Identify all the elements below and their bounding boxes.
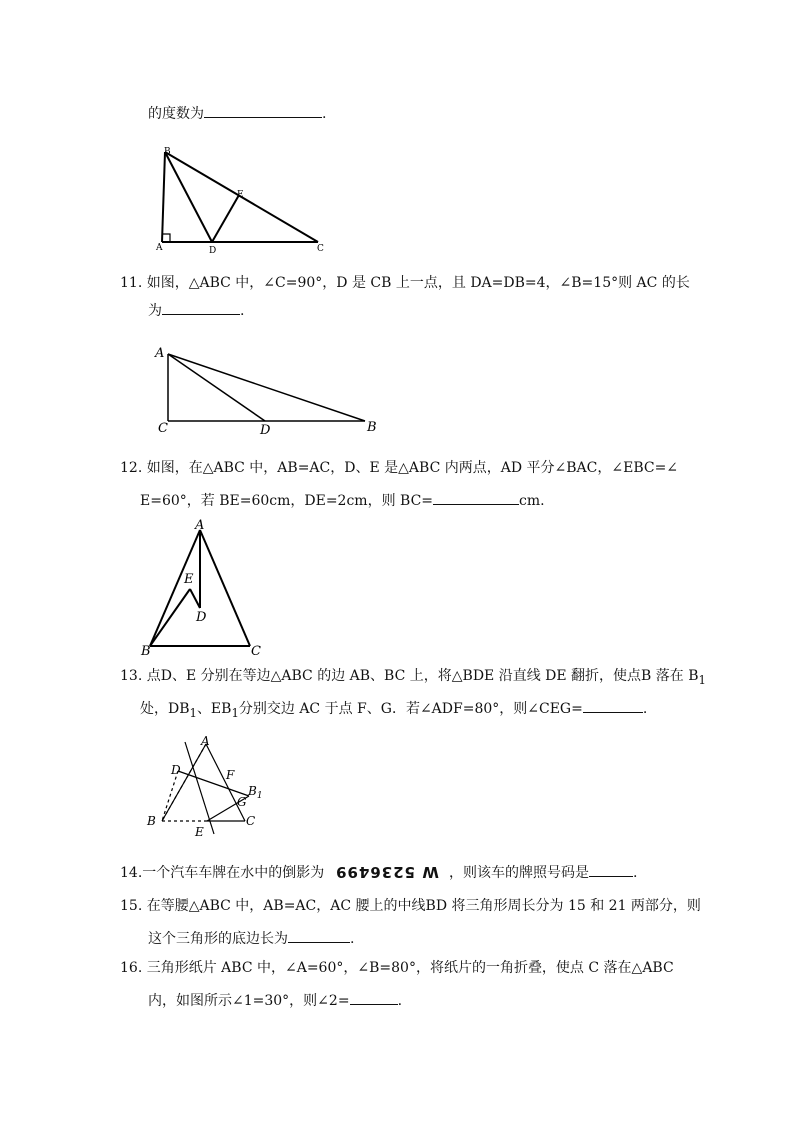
q11-line1 <box>120 273 690 293</box>
label-E: E <box>195 825 204 839</box>
label-A: A <box>195 518 205 533</box>
license-plate-reflection: W 5236499 <box>334 863 439 881</box>
q11-figure <box>150 342 390 437</box>
period: . <box>350 931 355 947</box>
q10-tail-text: 的度数为 <box>148 106 204 122</box>
q10-tail-line <box>148 103 326 124</box>
q13-text-2: 处，DB <box>140 701 190 717</box>
label-B: B <box>147 814 156 828</box>
q16-line1 <box>120 958 674 978</box>
q12-text-2: E=60°，若 BE=60cm，DE=2cm，则 BC= <box>140 493 434 509</box>
q16-line2 <box>148 990 402 1011</box>
label-A: A <box>155 346 165 361</box>
q13-line1 <box>120 666 706 690</box>
label-D: D <box>209 246 217 256</box>
question-number: 12. <box>120 460 143 476</box>
q13-figure <box>145 732 275 842</box>
question-number: 15. <box>120 898 143 914</box>
q11-line2 <box>148 300 244 321</box>
label-E: E <box>237 190 244 200</box>
q13-text-4: 分别交边 AC 于点 F、G．若∠ADF=80°，则∠CEG= <box>238 701 583 717</box>
q14-text: 一个汽车车牌在水中的倒影为 <box>142 865 325 881</box>
label-B: B <box>367 420 377 435</box>
q12-line1 <box>120 458 678 478</box>
subscript: 1 <box>189 705 197 720</box>
period: . <box>633 865 638 881</box>
period: . <box>322 106 327 122</box>
q13-line2 <box>140 698 647 723</box>
q11-text: 如图，△ABC 中，∠C=90°，D 是 CB 上一点，且 DA=DB=4，∠B=15°则 AC 的长 <box>146 275 690 291</box>
answer-blank <box>433 490 519 505</box>
question-number: 16. <box>120 960 143 976</box>
q11-text-2: 为 <box>148 303 162 319</box>
label-B: B <box>164 147 171 157</box>
q16-text: 三角形纸片 ABC 中，∠A=60°，∠B=80°，将纸片的一角折叠，使点 C 落在△ABC <box>146 960 674 976</box>
q13-text-3: 、EB <box>196 701 232 717</box>
label-C: C <box>251 644 261 659</box>
label-C: C <box>246 814 256 828</box>
answer-blank <box>350 990 398 1005</box>
label-C: C <box>158 421 168 436</box>
q15-text: 在等腰△ABC 中，AB=AC，AC 腰上的中线BD 将三角形周长分为 15 和 21 两部分，则 <box>146 898 701 914</box>
label-B1 <box>247 784 263 801</box>
label-G: G <box>237 795 247 809</box>
label-B: B <box>141 644 151 659</box>
label-D: D <box>196 610 207 625</box>
label-D: D <box>171 763 181 777</box>
question-number: 14. <box>120 865 143 881</box>
q10-figure <box>150 145 330 255</box>
q16-text-2: 内，如图所示∠1=30°，则∠2= <box>148 993 350 1009</box>
label-E: E <box>184 572 194 587</box>
label-B1-letter: B <box>248 784 257 798</box>
answer-blank <box>589 862 633 877</box>
question-number: 11. <box>120 275 143 291</box>
q14-text-2: ，则该车的牌照号码是 <box>449 865 589 881</box>
question-number: 13. <box>120 668 143 684</box>
label-F: F <box>226 768 235 782</box>
label-A: A <box>201 734 210 748</box>
q13-text: 点D、E 分别在等边△ABC 的边 AB、BC 上，将△BDE 沿直线 DE 翻折，使点B 落在 B <box>146 668 699 684</box>
q12-line2 <box>140 490 545 511</box>
q12-text: 如图，在△ABC 中，AB=AC，D、E 是△ABC 内两点，AD 平分∠BAC，∠EBC=∠ <box>146 460 679 476</box>
q12-text-3: cm. <box>519 493 545 509</box>
label-C: C <box>317 244 324 254</box>
q15-line1 <box>120 896 701 916</box>
label-B1-sub: 1 <box>256 791 263 801</box>
answer-blank <box>583 698 643 713</box>
label-A: A <box>156 243 163 253</box>
answer-blank <box>288 928 350 943</box>
period: . <box>642 701 648 717</box>
subscript: 1 <box>698 672 706 687</box>
answer-blank <box>162 300 240 315</box>
period: . <box>240 303 245 319</box>
q15-line2 <box>148 928 354 949</box>
label-D: D <box>260 423 271 438</box>
period: . <box>397 993 403 1009</box>
q14-line <box>120 862 637 883</box>
q15-text-2: 这个三角形的底边长为 <box>148 931 288 947</box>
subscript: 1 <box>231 705 239 720</box>
q12-figure <box>140 515 280 659</box>
answer-blank <box>204 103 322 118</box>
